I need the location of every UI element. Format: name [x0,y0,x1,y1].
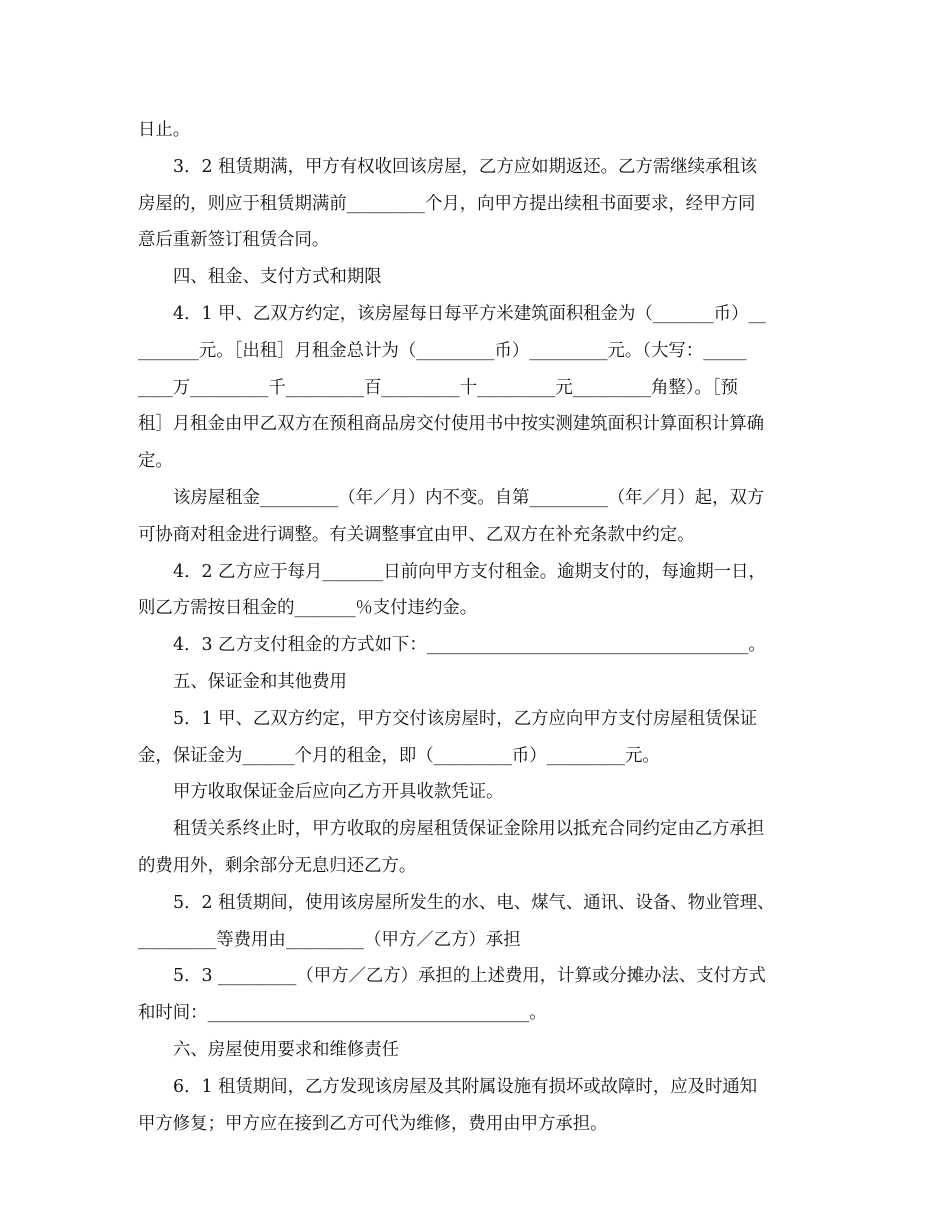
text-line: 意后重新签订租赁合同。 [138,230,330,251]
text-line: 四、租金、支付方式和期限 [173,267,382,288]
text-line: 该房屋租金_________（年／月）内不变。自第_________（年／月）起，双方 [173,487,765,508]
text-line: 4．3 乙方支付租金的方式如下：_____________________________________。 [173,635,766,656]
text-line: 4．1 甲、乙双方约定，该房屋每日每平方米建筑面积租金为（_______币）__ [173,303,766,324]
text-line: _______元。［出租］月租金总计为（_________币）_________元。（大写：_____ [138,340,747,361]
text-line: 5．3 _________（甲方／乙方）承担的上述费用，计算或分摊办法、支付方式 [173,966,766,987]
text-line: ____万_________千_________百_________十_________元_________角整）。［预 [138,377,738,398]
text-line: 可协商对租金进行调整。有关调整事宜由甲、乙双方在补充条款中约定。 [138,524,695,545]
text-line: 5．1 甲、乙双方约定，甲方交付该房屋时，乙方应向甲方支付房屋租赁保证 [173,708,758,729]
text-line: 则乙方需按日租金的_______％支付违约金。 [138,598,478,619]
text-line: 的费用外，剩余部分无息归还乙方。 [138,855,417,876]
text-line: 租赁关系终止时，甲方收取的房屋租赁保证金除用以抵充合同约定由乙方承担 [173,819,765,840]
text-line: 金，保证金为______个月的租金，即（_________币）_________元。 [138,745,660,766]
text-line: 房屋的，则应于租赁期满前_________个月，向甲方提出续租书面要求，经甲方同 [138,193,756,214]
text-line: 和时间：_____________________________________。 [138,1003,547,1024]
text-line: 甲方修复；甲方应在接到乙方可代为维修，费用由甲方承担。 [138,1113,608,1134]
text-line: 五、保证金和其他费用 [173,671,347,692]
text-line: 日止。 [138,120,191,140]
document-page [138,112,814,1142]
text-line: 3．2 租赁期满，甲方有权收回该房屋，乙方应如期返还。乙方需继续承租该 [173,156,758,177]
text-line: 甲方收取保证金后应向乙方开具收款凭证。 [173,782,504,803]
text-line: _________等费用由_________（甲方／乙方）承担 [138,929,521,950]
text-line: 5．2 租赁期间，使用该房屋所发生的水、电、煤气、通讯、设备、物业管理、 [173,892,775,913]
text-line: 6．1 租赁期间，乙方发现该房屋及其附属设施有损坏或故障时，应及时通知 [173,1076,758,1097]
text-line: 4．2 乙方应于每月_______日前向甲方支付租金。逾期支付的，每逾期一日， [173,561,766,582]
text-line: 租］月租金由甲乙双方在预租商品房交付使用书中按实测建筑面积计算面积计算确 [138,414,765,435]
text-line: 定。 [138,451,173,472]
text-line: 六、房屋使用要求和维修责任 [173,1039,400,1060]
